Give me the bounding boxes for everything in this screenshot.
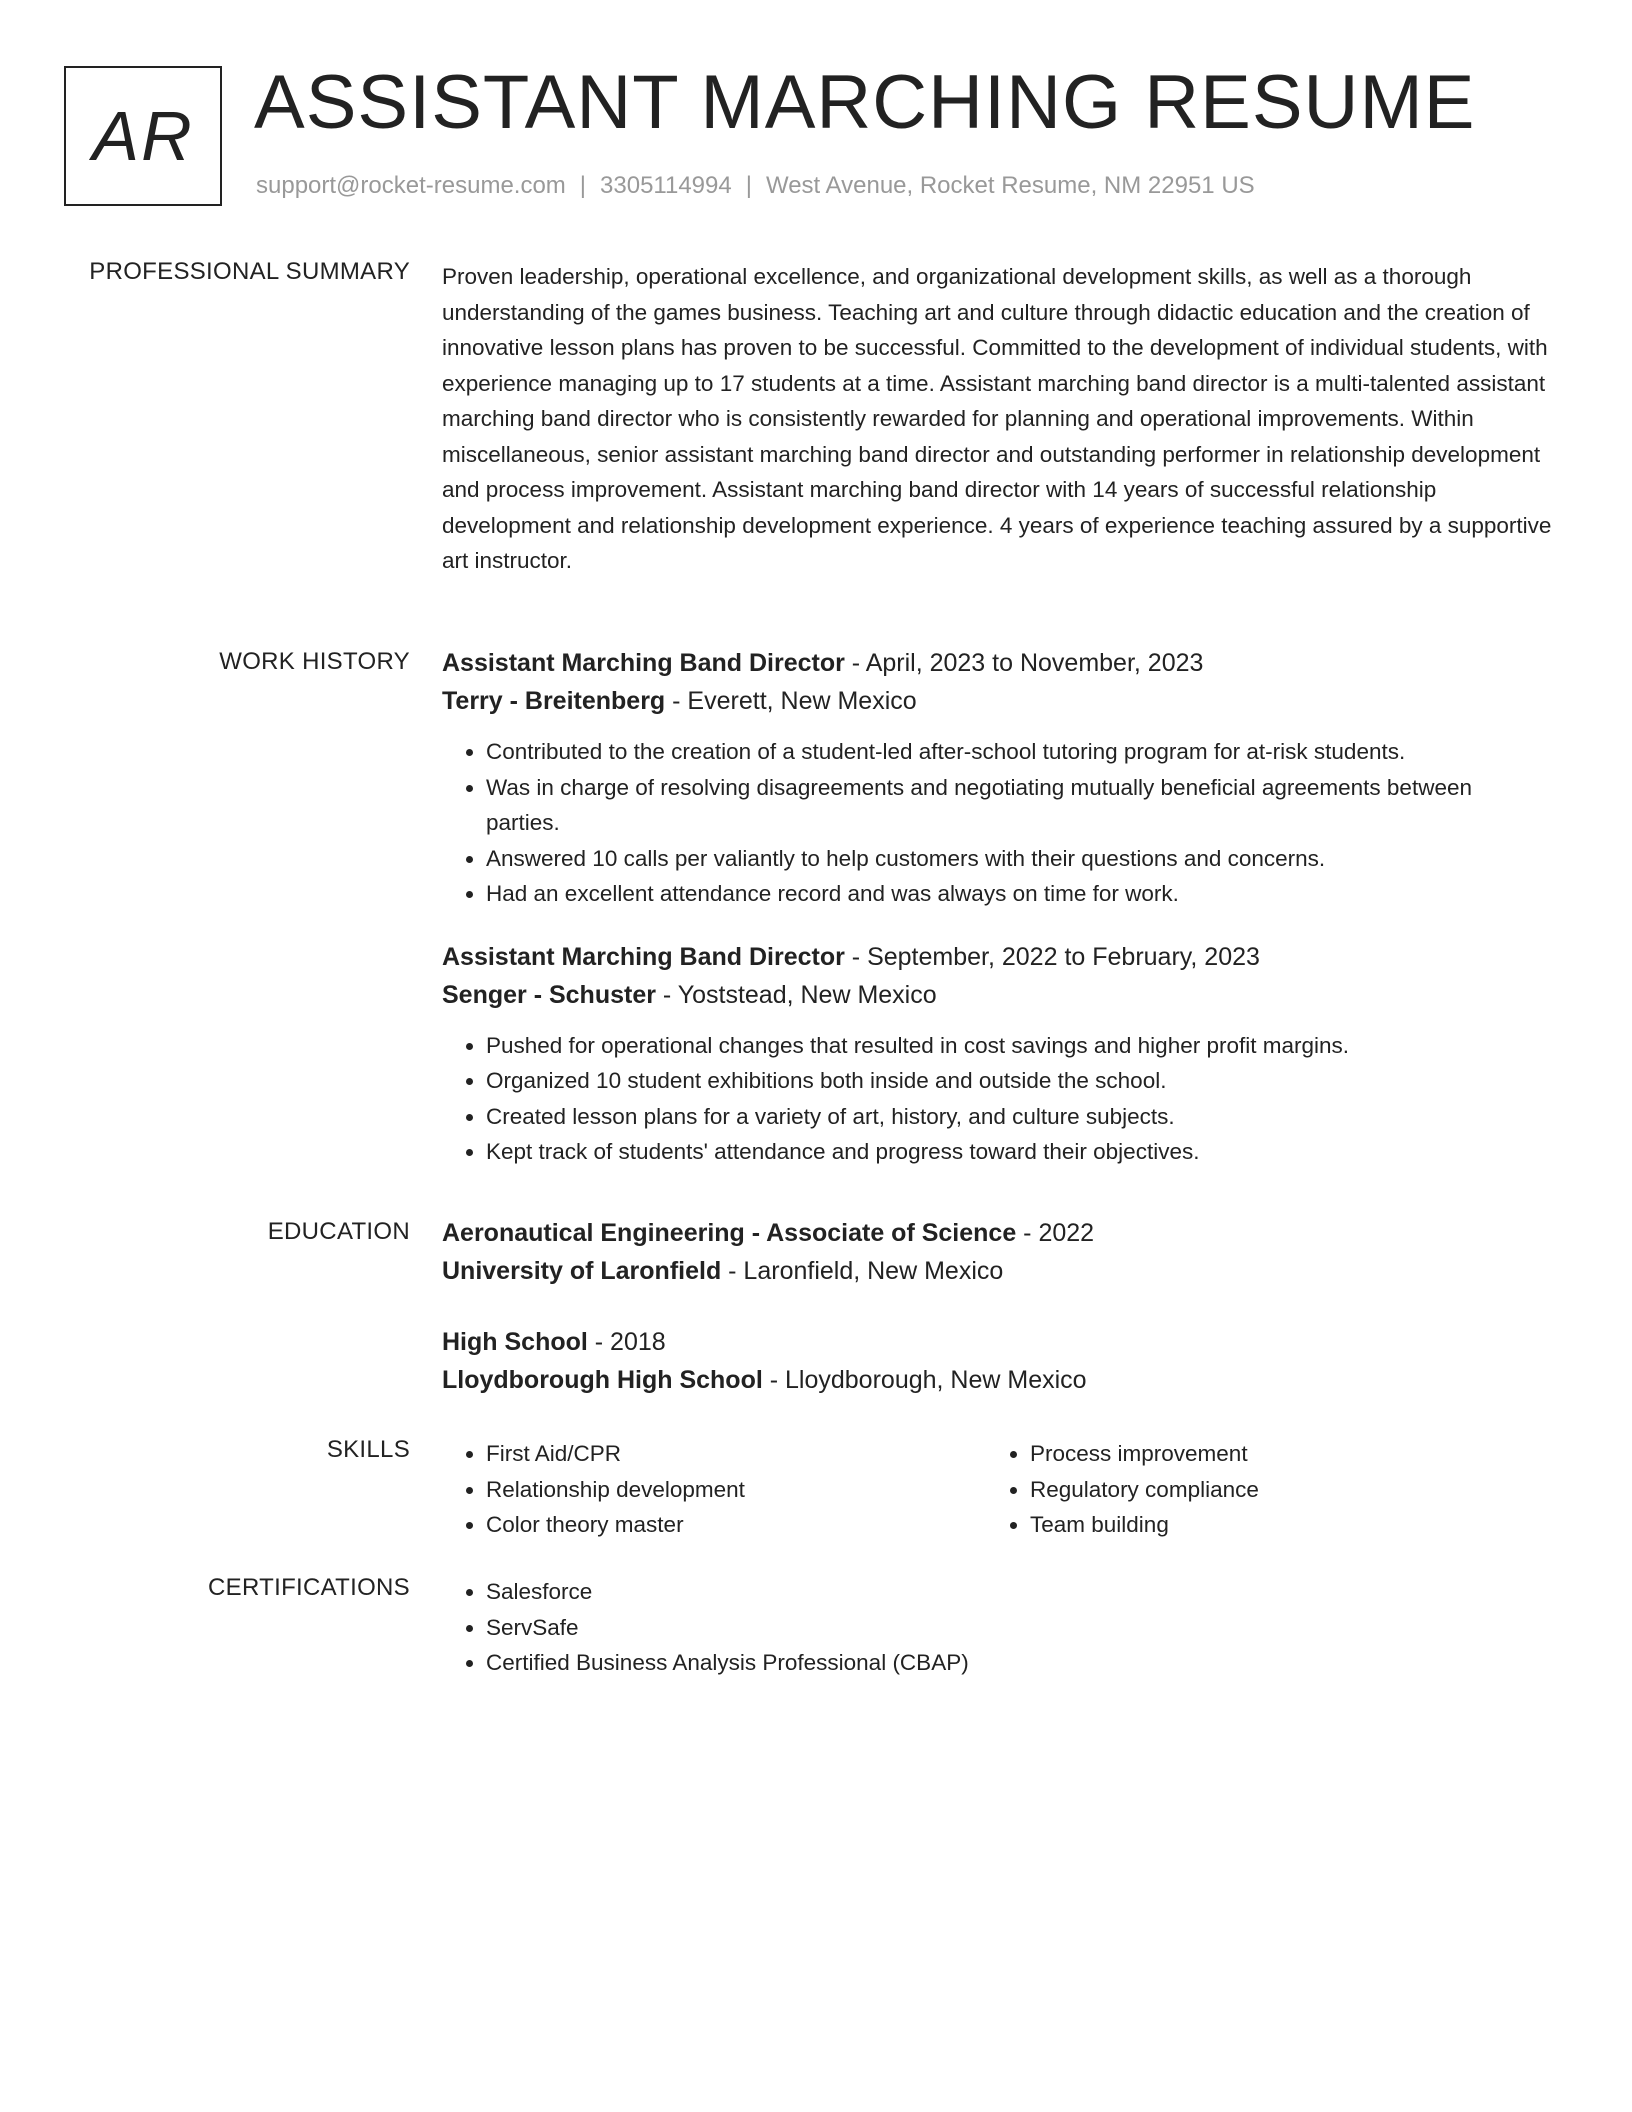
- education-degree-line: [442, 1214, 1552, 1252]
- resume-title: ASSISTANT MARCHING RESUME: [254, 60, 1476, 145]
- skill-item: • Relationship development: [486, 1472, 745, 1508]
- job-location: - Yoststead, New Mexico: [655, 980, 937, 1009]
- contact-separator: |: [579, 172, 587, 199]
- skills-list: [442, 1436, 745, 1543]
- job-bullet: • Created lesson plans for a variety of art, history, and culture subjects.: [486, 1099, 1552, 1135]
- skill-item: • Team building: [1030, 1507, 1259, 1543]
- job-entry: [442, 938, 1552, 1170]
- skill-item: • Process improvement: [1030, 1436, 1259, 1472]
- education-school: Lloydborough High School: [442, 1366, 763, 1394]
- job-bullet: • Organized 10 student exhibitions both inside and outside the school.: [486, 1063, 1552, 1099]
- job-bullet-list: [442, 734, 1552, 912]
- job-bullet: • Answered 10 calls per valiantly to help customers with their questions and concerns.: [486, 841, 1552, 877]
- skills-list: [986, 1436, 1259, 1543]
- job-bullet: • Had an excellent attendance record and was always on time for work.: [486, 876, 1552, 912]
- skill-item: • First Aid/CPR: [486, 1436, 745, 1472]
- education-entry: [442, 1214, 1552, 1290]
- section-heading-work-history: WORK HISTORY: [219, 648, 410, 675]
- job-title: Assistant Marching Band Director: [442, 649, 845, 677]
- education-school-line: [442, 1361, 1552, 1399]
- skills-column-left: [442, 1436, 745, 1543]
- job-entry: [442, 644, 1552, 912]
- skills-column-right: [986, 1436, 1259, 1543]
- education-location: - Lloydborough, New Mexico: [762, 1366, 1087, 1394]
- job-bullet: • Contributed to the creation of a student-led after-school tutoring program for at-risk students.: [486, 734, 1552, 770]
- job-bullet: • Pushed for operational changes that resulted in cost savings and higher profit margins.: [486, 1028, 1552, 1064]
- contact-address: West Avenue, Rocket Resume, NM 22951 US: [765, 172, 1255, 199]
- certifications-list: [442, 1574, 1552, 1681]
- job-title: Assistant Marching Band Director: [442, 942, 845, 971]
- certification-item: • Salesforce: [486, 1574, 1552, 1610]
- education-school-line: [442, 1252, 1552, 1290]
- education-year: - 2018: [587, 1328, 666, 1356]
- contact-phone[interactable]: 3305114994: [600, 172, 732, 199]
- job-title-line: [442, 644, 1552, 682]
- section-heading-summary: PROFESSIONAL SUMMARY: [89, 258, 410, 285]
- job-dates: - September, 2022 to February, 2023: [844, 942, 1260, 971]
- job-company: Senger - Schuster: [442, 980, 656, 1009]
- job-location: - Everett, New Mexico: [665, 687, 917, 715]
- education-body: [442, 1214, 1552, 1399]
- education-location: - Laronfield, New Mexico: [721, 1257, 1004, 1285]
- certification-item: • ServSafe: [486, 1610, 1552, 1646]
- skill-item: • Regulatory compliance: [1030, 1472, 1259, 1508]
- job-title-line: [442, 938, 1552, 976]
- contact-separator: |: [745, 172, 752, 199]
- monogram-initials: AR: [92, 97, 194, 175]
- job-bullet-list: [442, 1028, 1552, 1170]
- education-degree: Aeronautical Engineering - Associate of Science: [442, 1219, 1017, 1247]
- section-heading-skills: SKILLS: [326, 1436, 410, 1463]
- education-year: - 2022: [1016, 1219, 1095, 1247]
- skill-item: • Color theory master: [486, 1507, 745, 1543]
- certification-item: • Certified Business Analysis Professional (CBAP): [486, 1645, 1552, 1681]
- summary-body: [442, 259, 1552, 579]
- job-bullet: • Kept track of students' attendance and progress toward their objectives.: [486, 1134, 1552, 1170]
- monogram-box: [64, 66, 222, 206]
- work-history-body: [442, 644, 1552, 1170]
- contact-email[interactable]: support@rocket-resume.com: [256, 172, 566, 199]
- education-school: University of Laronfield: [442, 1257, 722, 1285]
- summary-text: Proven leadership, operational excellence, and organizational development skills, as well as a thorough understanding of the games business. Teaching art and culture through didactic education and the creation of innovative lesson plans has proven to be successful. Committed to the development of individual students, with experience managing up to 17 students at a time. Assistant marching band director is a multi-talented assistant marching band director who is consistently rewarded for planning and operational improvements. Within miscellaneous, senior assistant marching band director and outstanding performer in relationship development and process improvement. Assistant marching band director with 14 years of successful relationship development and relationship development experience. 4 years of experience teaching assured by a supportive art instructor.: [442, 264, 1552, 573]
- skills-body: [442, 1436, 1552, 1546]
- education-entry: [442, 1323, 1552, 1399]
- contact-line: [256, 172, 1255, 200]
- job-bullet: • Was in charge of resolving disagreements and negotiating mutually beneficial agreements between parties.: [486, 770, 1552, 841]
- job-company: Terry - Breitenberg: [442, 687, 666, 715]
- job-company-line: [442, 682, 1552, 720]
- job-company-line: [442, 976, 1552, 1014]
- section-heading-certifications: CERTIFICATIONS: [208, 1574, 410, 1601]
- job-dates: - April, 2023 to November, 2023: [844, 649, 1204, 677]
- certifications-body: [442, 1574, 1552, 1681]
- education-degree: High School: [442, 1328, 588, 1356]
- section-heading-education: EDUCATION: [267, 1218, 410, 1245]
- education-degree-line: [442, 1323, 1552, 1361]
